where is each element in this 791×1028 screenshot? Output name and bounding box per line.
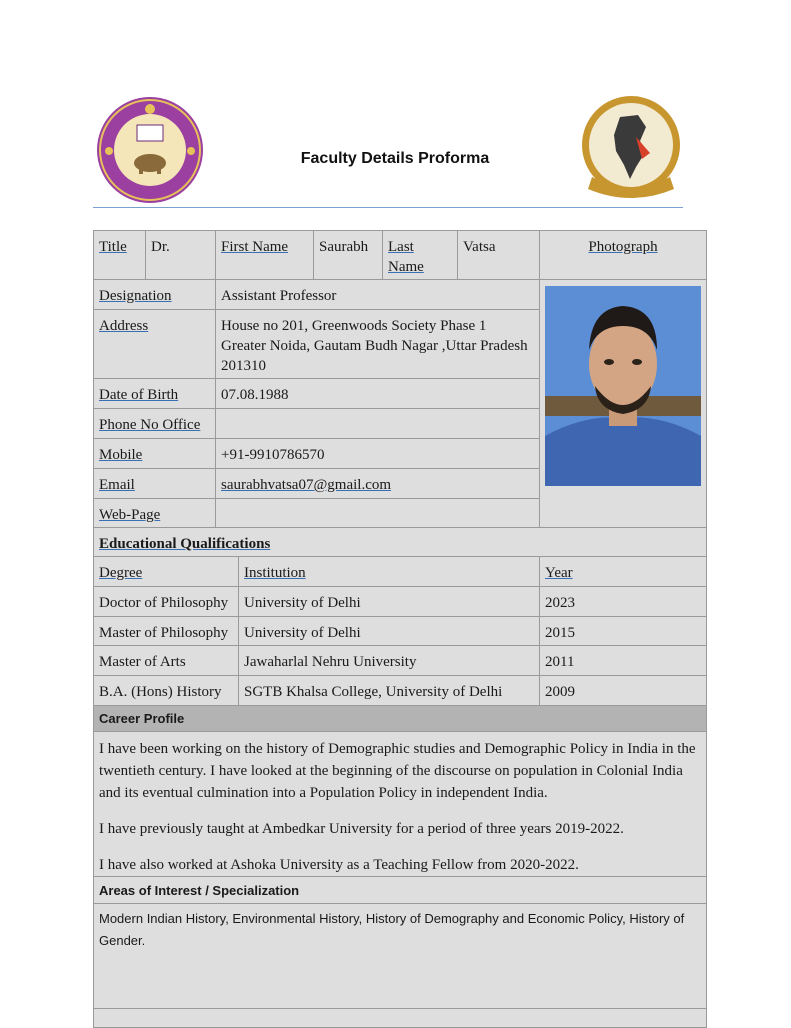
mobile-value: +91-9910786570 — [221, 447, 325, 463]
phone-office-value-cell — [215, 408, 540, 439]
education-header-year-cell — [539, 556, 707, 587]
institution-text: University of Delhi — [244, 595, 361, 611]
next-row-stub — [93, 1008, 707, 1028]
education-row-4-year — [539, 675, 707, 706]
dob-label: Date of Birth — [99, 387, 179, 403]
education-section-label: Educational Qualifications — [99, 536, 271, 552]
webpage-label: Web-Page — [99, 507, 161, 523]
email-link[interactable]: saurabhvatsa07@gmail.com — [221, 477, 392, 493]
designation-value-cell — [215, 279, 540, 310]
career-profile-header — [93, 705, 707, 732]
year-text: 2023 — [545, 595, 575, 611]
interests-header — [93, 876, 707, 904]
title-value-cell — [145, 230, 216, 280]
last-name-value: Vatsa — [463, 239, 496, 255]
profile-photo — [545, 286, 701, 486]
sbsc-college-logo — [580, 93, 682, 205]
year-text: 2009 — [545, 684, 575, 700]
address-label-cell — [93, 309, 216, 379]
year-text: 2011 — [545, 654, 575, 670]
webpage-label-cell — [93, 498, 216, 528]
career-paragraph-2: I have previously taught at Ambedkar University for a period of three years 2019-2022. — [99, 821, 624, 837]
interests-text: Modern Indian History, Environmental History, History of Demography and Economic Policy, History of Gender. — [99, 911, 685, 948]
mobile-label: Mobile — [99, 447, 143, 463]
first-name-label: First Name — [221, 239, 289, 255]
career-profile-label: Career Profile — [99, 711, 185, 726]
degree-text: Doctor of Philosophy — [99, 595, 229, 611]
education-header-degree-cell — [93, 556, 239, 587]
interests-label: Areas of Interest / Specialization — [99, 883, 300, 898]
title-value: Dr. — [151, 239, 170, 255]
page-title: Faculty Details Proforma — [300, 150, 490, 167]
first-name-value-cell — [313, 230, 383, 280]
address-label: Address — [99, 318, 149, 334]
title-label-cell — [93, 230, 146, 280]
last-name-value-cell — [457, 230, 540, 280]
education-header-institution: Institution — [244, 565, 306, 581]
phone-office-label: Phone No Office — [99, 417, 201, 433]
institution-text: Jawaharlal Nehru University — [244, 654, 417, 670]
mobile-value-cell — [215, 438, 540, 469]
education-row-3-institution — [238, 645, 540, 676]
career-paragraph-1: I have been working on the history of Demographic studies and Demographic Policy in India in the twentieth century. I have looked at the beginning of the discourse on population in Colonial India and its eventual culmination into a Population Policy in independent India. — [99, 741, 696, 801]
header-divider — [93, 207, 683, 208]
degree-text: Master of Philosophy — [99, 625, 229, 641]
first-name-value: Saurabh — [319, 239, 369, 255]
degree-text: Master of Arts — [99, 654, 186, 670]
education-header-year: Year — [545, 565, 573, 581]
designation-label-cell — [93, 279, 216, 310]
address-value-cell — [215, 309, 540, 379]
dob-label-cell — [93, 378, 216, 409]
education-row-2-degree — [93, 616, 239, 646]
designation-label: Designation — [99, 288, 172, 304]
last-name-label-cell — [382, 230, 458, 280]
designation-value: Assistant Professor — [221, 288, 337, 304]
career-paragraph-3: I have also worked at Ashoka University as a Teaching Fellow from 2020-2022. — [99, 857, 579, 873]
education-row-3-year — [539, 645, 707, 676]
email-label-cell — [93, 468, 216, 499]
institution-text: SGTB Khalsa College, University of Delhi — [244, 684, 503, 700]
interests-body — [93, 903, 707, 1009]
webpage-value-cell — [215, 498, 540, 528]
address-value: House no 201, Greenwoods Society Phase 1 Greater Noida, Gautam Budh Nagar ,Uttar Pradesh 201310 — [221, 318, 528, 374]
email-value-cell — [215, 468, 540, 499]
education-row-2-institution — [238, 616, 540, 646]
photograph-label-cell — [539, 230, 707, 280]
education-row-4-institution — [238, 675, 540, 706]
title-label: Title — [99, 239, 127, 255]
education-header-institution-cell — [238, 556, 540, 587]
career-profile-body — [93, 731, 707, 877]
education-header-degree: Degree — [99, 565, 143, 581]
photograph-label: Photograph — [588, 239, 658, 255]
university-of-delhi-logo — [95, 95, 205, 205]
degree-text: B.A. (Hons) History — [99, 684, 222, 700]
phone-office-label-cell — [93, 408, 216, 439]
last-name-label: Last Name — [388, 239, 424, 275]
education-row-1-institution — [238, 586, 540, 617]
education-row-1-degree — [93, 586, 239, 617]
first-name-label-cell — [215, 230, 314, 280]
institution-text: University of Delhi — [244, 625, 361, 641]
education-row-2-year — [539, 616, 707, 646]
dob-value-cell — [215, 378, 540, 409]
education-section-header — [93, 527, 707, 557]
year-text: 2015 — [545, 625, 575, 641]
dob-value: 07.08.1988 — [221, 387, 289, 403]
education-row-1-year — [539, 586, 707, 617]
mobile-label-cell — [93, 438, 216, 469]
email-label: Email — [99, 477, 135, 493]
photograph-cell — [539, 279, 707, 528]
education-row-4-degree — [93, 675, 239, 706]
education-row-3-degree — [93, 645, 239, 676]
